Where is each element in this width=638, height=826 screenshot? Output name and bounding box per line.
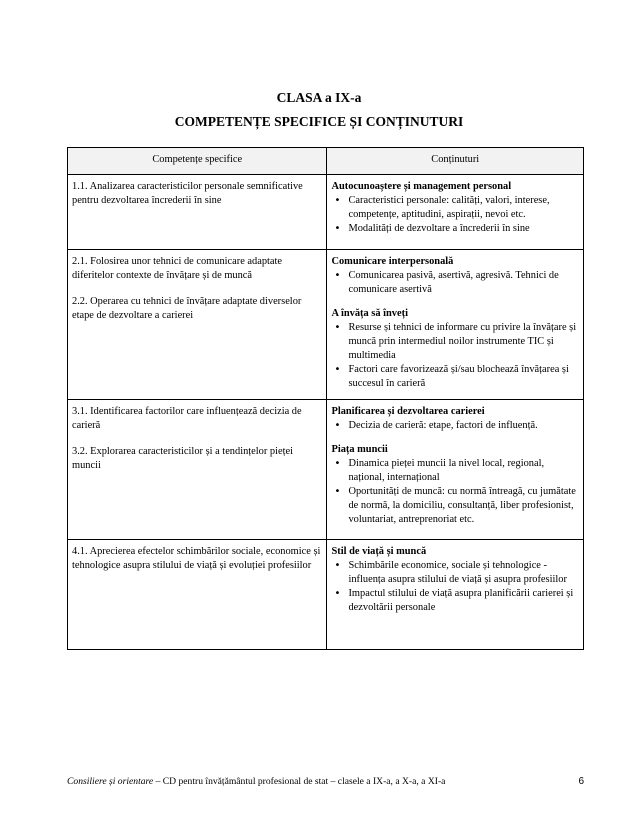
header-contents: Conținuturi: [327, 148, 584, 175]
competence-text: 3.2. Explorarea caracteristicilor și a tendințelor pieței muncii: [72, 446, 293, 471]
table-row: [68, 175, 584, 250]
competences-cell: [68, 175, 327, 250]
competences-cell: [68, 400, 327, 540]
competence-text: 1.1. Analizarea caracteristicilor personale semnificative pentru dezvoltarea încrederii în sine: [72, 181, 303, 206]
list-item: • Comunicarea pasivă, asertivă, agresivă. Tehnici de comunicare asertivă: [331, 269, 579, 297]
list-item: • Schimbările economice, sociale și tehnologice - influența asupra stilului de viață și asupra profesiilor: [331, 559, 579, 587]
content-section-title: Stil de viață și muncă: [331, 546, 427, 557]
list-item: • Modalități de dezvoltare a încrederii în sine: [331, 222, 579, 236]
content-list: [331, 321, 579, 391]
contents-cell: [327, 540, 584, 650]
list-item: • Factori care favorizează și/sau blochează învățarea și succesul în carieră: [331, 363, 579, 391]
competence-text: 2.1. Folosirea unor tehnici de comunicare adaptate diferitelor contexte de învățare și de muncă: [72, 256, 283, 281]
content-list: [331, 457, 579, 527]
competences-table: [67, 147, 584, 650]
competence-text: 3.1. Identificarea factorilor care influențează decizia de carieră: [72, 406, 302, 431]
list-item: • Dinamica pieței muncii la nivel local, regional, național, internațional: [331, 457, 579, 485]
competences-cell: [68, 540, 327, 650]
table-row: [68, 250, 584, 400]
content-section-title: Autocunoaștere și management personal: [331, 181, 512, 192]
table-row: [68, 540, 584, 650]
contents-cell: [327, 175, 584, 250]
contents-cell: [327, 400, 584, 540]
page-footer: [67, 776, 584, 787]
contents-cell: [327, 250, 584, 400]
section-title: COMPETENȚE SPECIFICE ȘI CONȚINUTURI: [174, 114, 464, 129]
list-item: • Oportunități de muncă: cu normă întreagă, cu jumătate de normă, la domiciliu, consultanță, liber profesionist, voluntariat, antreprenoriat etc.: [331, 485, 579, 527]
footer-course-name: Consiliere și orientare: [67, 776, 154, 787]
content-section-title: Comunicare interpersonală: [331, 256, 454, 267]
competences-cell: [68, 250, 327, 400]
content-list: [331, 194, 579, 236]
content-list: [331, 419, 579, 433]
class-title: CLASA a IX-a: [276, 90, 362, 105]
content-section-title: A învăța să înveți: [331, 308, 408, 319]
footer-text: – CD pentru învățământul profesional de stat – clasele a IX-a, a X-a, a XI-a: [153, 776, 446, 787]
table-row: [68, 400, 584, 540]
list-item: • Decizia de carieră: etape, factori de influență.: [331, 419, 579, 433]
competence-text: 4.1. Aprecierea efectelor schimbărilor sociale, economice și tehnologice asupra stilului de viață și evoluției profesiilor: [72, 546, 321, 571]
list-item: • Impactul stilului de viață asupra planificării carierei și dezvoltării personale: [331, 587, 579, 615]
competence-text: 2.2. Operarea cu tehnici de învățare adaptate diverselor etape de dezvoltare a carierei: [72, 296, 302, 321]
header-competences: Competențe specifice: [68, 148, 327, 175]
content-section-title: Planificarea și dezvoltarea carierei: [331, 406, 485, 417]
list-item: • Resurse și tehnici de informare cu privire la învățare și muncă prin intermediul noilor instrumente TIC și multimedia: [331, 321, 579, 363]
content-list: [331, 269, 579, 297]
table-header-row: [68, 148, 584, 175]
page-number: 6: [578, 776, 584, 787]
content-section-title: Piața muncii: [331, 444, 388, 455]
list-item: • Caracteristici personale: calități, valori, interese, competențe, aptitudini, aspirații, nevoi etc.: [331, 194, 579, 222]
content-list: [331, 559, 579, 615]
